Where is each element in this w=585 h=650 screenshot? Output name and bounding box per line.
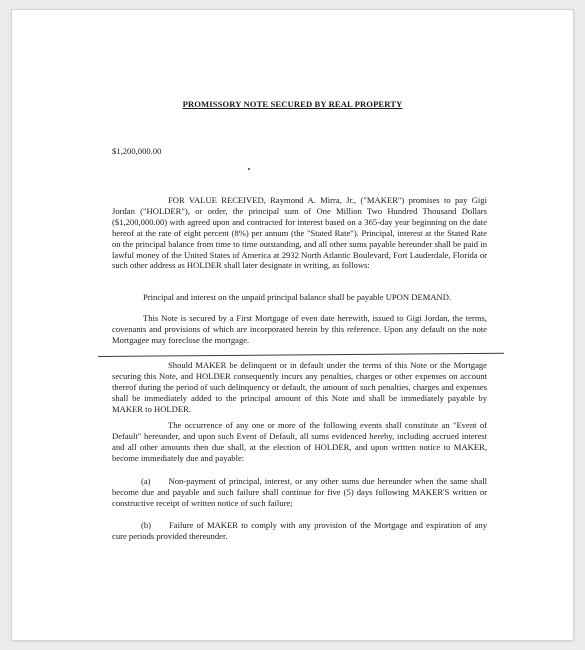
paragraph-value-received: FOR VALUE RECEIVED, Raymond A. Mirra, Jr., ("MAKER") promises to pay Gigi Jordan ("HOLDER"), or order, the principal sum of One Million Two Hundred Thousand Dollars ($1,200,000.00) with agreed upon and contracted for interest based on a 365-day year beginning on the date hereof at the rate of eight percent (8%) per annum (the "Stated Rate"). Principal, interest at the Stated Rate on the principal balance from time to time outstanding, and all other sums payable hereunder shall be paid in lawful money of the United States of America at 2932 North Atlantic Boulevard, Fort Lauderdale, Florida or such other address as HOLDER shall later designate in writing, as follows: bbox=[112, 195, 487, 271]
scan-rule-line bbox=[98, 353, 504, 357]
list-item-label: (b) bbox=[141, 520, 152, 530]
document-page bbox=[12, 10, 573, 640]
document-title: PROMISSORY NOTE SECURED BY REAL PROPERTY bbox=[182, 99, 403, 109]
list-item-label: (a) bbox=[141, 476, 151, 486]
list-item-text: Non-payment of principal, interest, or any other sums due hereunder when the same shall become due and payable and such failure shall continue for five (5) days following MAKER'S written or constructive receipt of written notice of such failure; bbox=[112, 476, 487, 508]
list-item-text: Failure of MAKER to comply with any provision of the Mortgage and expiration of any cure periods provided thereunder. bbox=[112, 520, 487, 541]
paragraph-delinquency: Should MAKER be delinquent or in default under the terms of this Note or the Mortgage securing this Note, and HOLDER consequently incurs any penalties, charges or other expenses on account thereof during the period of such delinquency or default, the amount of such penalties, charges and expenses shall be immediately added to the principal amount of this Note and shall be immediately payable by MAKER to HOLDER. bbox=[112, 360, 487, 414]
note-amount: $1,200,000.00 bbox=[112, 146, 162, 156]
paragraph-payment-terms: Principal and interest on the unpaid principal balance shall be payable UPON DEMAND. bbox=[143, 292, 452, 302]
scan-speck bbox=[248, 168, 250, 170]
list-item-b bbox=[112, 520, 487, 542]
list-item-a bbox=[112, 476, 487, 509]
paragraph-security: This Note is secured by a First Mortgage of even date herewith, issued to Gigi Jordan, the terms, covenants and provisions of which are incorporated herein by this reference. Upon any default on the note Mortgagee may foreclose the mortgage. bbox=[112, 313, 487, 345]
paragraph-event-of-default: The occurrence of any one or more of the following events shall constitute an "Event of Default" hereunder, and upon such Event of Default, all sums evidenced hereby, including accrued interest and all other amounts then due shall, at the election of HOLDER, and upon written notice to MAKER, become immediately due and payable: bbox=[112, 420, 487, 463]
